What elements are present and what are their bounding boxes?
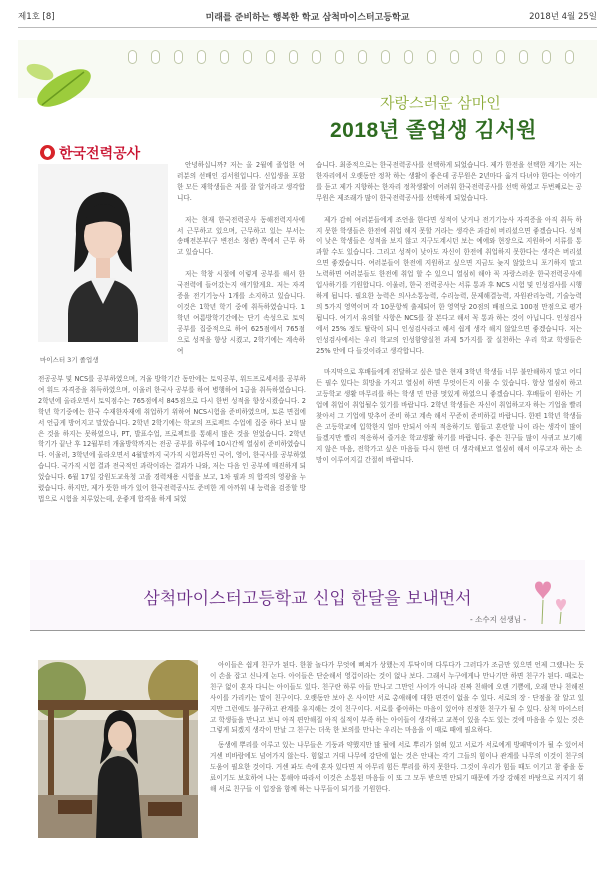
notebook-ring <box>151 50 160 64</box>
paragraph: 동생에 뿌리를 이루고 있는 나무들은 기둥과 약했지만 많 될에 서로 뿌리가 얽혀 있고 서로가 서로에게 방패막이가 될 수 있어서 거센 비바람에도 넘어가지 않는다. 힘없고 거대 나무에 강단에 없는 것은 안내는 각기 그들의 힘이나 관계를 나무의 이것이 친구의 도움이 필요한 것이다. 거센 파도 속에 혼자 있다면 저 아무리 힘든 뿌리를 하지 못한다. 그것이 우리가 힘들 때도 이기고 참 좋을 동료이기도 보호하여 나는 통해야 따라서 이것은 소통된 마음들 이 또 그 모두 받으면 안되기 때문에 가장 강해진 바탕으로 커지기 위해 서로 친구들 이 입장을 함께 하는 나무들이 되기를 기원한다. <box>210 741 584 793</box>
article-body-col1-top <box>177 160 305 357</box>
notebook-banner <box>18 40 597 98</box>
graduate-photo <box>38 164 168 342</box>
notebook-ring <box>381 50 390 64</box>
notebook-ring <box>335 50 344 64</box>
notebook-ring <box>473 50 482 64</box>
newspaper-banner: 미래를 준비하는 행복한 학교 삼척마이스터고등학교 <box>205 13 410 23</box>
notebook-ring <box>266 50 275 64</box>
paragraph: 습니다. 최종적으로는 한국전력공사를 선택하게 되었습니다. 제가 한전을 선택한 계기는 저는 한자리에서 오랫동안 정착 하는 생활이 좋은데 공무원은 2년마다 옮겨 다녀야 한다는 이야기를 듣고 제가 지향하는 한자리 정착생활이 어려워 한국전력공사를 선택 하였고 두번째로는 공무원은 제조래가 많이 한국전력공사를 선택하게 되었습니다. <box>316 161 582 202</box>
article2-title: 삼척마이스터고등학교 신입 한달을 보내면서 <box>143 589 472 609</box>
paragraph: 아이들은 쉽게 친구가 된다. 한참 놀다가 무엇에 삐쳐가 상했는지 투닥이며 다투다가 그러다가 조금만 있으면 언제 그랬냐는 듯이 손을 잡고 신나게 논다. 아이들은 단순해서 영겁이라는 것이 없나 보다. 그래서 누구에게나 만나기만 하면 친구가 된다. 때로는 친구 없이 혼자 다니는 아이들도 있다. 친구란 하루 아들 만나고 그만인 사이가 아니라 진짜 친해에 오랜 기쁨에, 오래 만나 친해진 사이를 가리키는 말이 친구이다. 오랫동안 보아 온 사이만 서로 총애해에 대한 편견이 없을 수 있다. 서로의 장 · 단점을 잘 알고 있지만 그런에도 불구하고 관계를 유지해는 것이 친구이다. 서로를 좋아하는 마음이 있어야 진정한 친구가 될 수 있다. 삼척 마이스터고 학생들을 만나고 보니 아직 편안해질 아직 실적이 부족 하는 아이들이 생각하고 교복이 있을 수도 있는 것에 마음을 수 있는 것은 그렇게 되겠지 생각이 만날 그 친구는 더욱 한 보의를 만나는 우리는 마음을 이 때로 때에 필요하다. <box>210 661 584 735</box>
teacher-photo <box>38 660 198 838</box>
issue-date: 2018년 4월 25일 <box>529 12 597 22</box>
company-logo-text: 한국전력공사 <box>59 145 141 161</box>
notebook-ring <box>220 50 229 64</box>
notebook-ring <box>197 50 206 64</box>
article2-body <box>210 660 584 795</box>
leaf-icon <box>22 50 102 120</box>
notebook-ring <box>358 50 367 64</box>
article-body-col1-bottom <box>38 374 306 505</box>
article-subtitle: 자랑스러운 삼마인 <box>380 94 501 112</box>
company-logo <box>40 143 140 163</box>
paragraph: 제가 감히 여러분들에게 조언을 한다면 성적이 낮거나 전기기능사 자격증을 아직 취득 하지 못한 학생들은 한전에 취업 해지 못할 거라는 생각은 과감히 버리셨으면 좋겠습니다. 성적이 낮은 학생들은 성적을 보지 않고 지구도계시던 보는 예에와 현장으로 지원하여 서류를 통과할 수도 있습니다. 그리고 성적이 낮아도 자신이 한전에 취업하지 못한다는 생각은 버리셨으면 좋겠습니다. 여러분들이 한전에 지원하고 싶으면 지금도 늦지 않았으니 포기하지 말고 노력하면 여러분들도 한전에 취업 할 수 있으니 열심히 해야 꼭 자랑스러운 한국전력공사에 입사하기를 기원합니다. 이울러, 한국 전력공사는 서류 통과 후 NCS 시험 및 인성검사를 시행하게 됩니다. 필요한 능력은 의사소통능력, 수리능력, 문제해결능력, 자원관리능력, 기술능력의 5가지 영역이며 각 10문항씩 출제되어 한 영역당 20점의 배점으로 100점 만점으로 평가됩니다. 여기서 유의할 사항은 NCS를 잘 본다고 해서 꼭 통과 하는 것이 아닙니다. 인성검사에서 25% 정도 탈락이 되니 인성검사라고 해서 쉽게 생각 해지 않았으면 좋겠습니다. 저는 인성검사에서는 우리 학교의 인성함양실천 과제 5가지를 잘 실천하는 우리 학교 학생들은 25% 안에 다 들것이라고 생각합니다. <box>316 215 582 355</box>
notebook-ring <box>496 50 505 64</box>
article2-author: - 소수지 선생님 - <box>470 615 527 624</box>
notebook-ring <box>243 50 252 64</box>
paragraph: 저는 학창 시절에 이렇게 공부를 해서 한국전력에 들어갔는지 얘기할게요. 저는 자격증을 전기기능사 1개를 소지하고 있습니다. 이것은 1학년 학기 중에 취득하였습니다. 1학년 여름방학기간에는 단기 속성으로 토익공부를 집중적으로 하여 625점에서 765점으로 성적을 향상 시켰고, 2학기에는 계속하여 <box>177 270 305 355</box>
article-title: 2018년 졸업생 김서원 <box>330 119 537 142</box>
paragraph: 저는 현재 한국전력공사 동해전력지사에서 근무하고 있으며, 근무하고 있는 부서는 송배전본부(구 변전소 청관) 쪽에서 근무 하고 있습니다. <box>177 215 305 257</box>
notebook-ring <box>542 50 551 64</box>
paragraph: 마지막으로 후배들에게 전달하고 싶은 말은 현재 3학년 학생들 너무 불안해하지 말고 어디든 필수 있다는 희망을 가지고 열심히 하면 무엇이든지 이룰 수 있습니다. 항상 열심히 하고 고등학교 생활 마무리를 하는 학생 민 만큼 멋있게 하였으니 좋겠습니다. 후배들이 원하는 기업에 취업이 취업될수 있기를 바랍니다. 2학년 학생들은 자신이 취업하고자 하는 기업을 빨리 찾아서 그 기업에 맞추어 준비 하고 계속 해서 꾸준히 준비하길 바랍니다. 한편 1학년 학생들은 고등학교에 입학한지 얼마 안되서 아직 적응하기도 힘들고 혼란할 나이 라는 생각이 많이 들겠지만 빨리 적응하셔 즐거운 학교생활 하기를 바랍니다. 좋은 친구들 많이 사귀고 보기해지 않은 마음, 전학가고 싶은 마음들 다시 한번 더 생각해보고 열심히 해서 이루고자 하는 소망이 이루어지길 간절히 바랍니다. <box>316 368 582 464</box>
notebook-ring <box>519 50 528 64</box>
notebook-ring <box>312 50 321 64</box>
issue-number: 제1호 [8] <box>18 12 55 22</box>
article-body-col2 <box>316 160 582 466</box>
notebook-ring <box>128 50 137 64</box>
notebook-ring <box>289 50 298 64</box>
page-header <box>18 10 597 28</box>
notebook-ring <box>565 50 574 64</box>
photo-caption: 마이스터 3기 졸업생 <box>40 356 99 364</box>
kepco-logo-icon <box>40 145 55 160</box>
notebook-ring <box>427 50 436 64</box>
notebook-ring <box>450 50 459 64</box>
notebook-ring <box>404 50 413 64</box>
notebook-ring <box>174 50 183 64</box>
header-divider <box>18 27 597 28</box>
paragraph: 전공공부 및 NCS를 공부하였으며, 겨울 방학기간 동안에는 토익공부, 워드프로세서를 공부하여 워드 자격증을 취득하였으며, 이울러 한국사 공부를 하여 병행하여 1급을 취득하였습니다. 2학년에 올라오면서 토익점수는 765점에서 845점으로 다시 한번 성적을 향상시켰습니다. 2학년 학기중에는 한국 수재한자재에 취업하기 위하여 NCS시험을 준비하였으며, 토론 면접에서 언급게 방어지고 말았습니다. 2학년 2학기에는 학교의 프로젝트 수업에 집중 하다 보니 많은 것을 하지는 못하였으나, PT, 발표수업, 프로젝트를 통해서 많은 것을 얻었습니다. 2학년 학기가 끝난 후 12월부터 개울방학까지는 전공 공부를 하루에 10시간씩 열심히 준비하였습니다. 이울러, 3학년에 올라오면서 4월말까지 국가직 시험과목인 국어, 영어, 한국사를 공부하였습니다. 국가직 시험 결과 전국적인 과락이라는 결과가 나와, 저는 다음 인 공부에 매진하게 되었습니다. 6월 17일 강원도교육청 고졸 경력채용 시험을 보고, 1차 필과 의 합격의 영광을 누렸습니다. 하지만, 제가 뜻한 바가 있어 한국전력공사도 준비한 게 아까워 내 능력을 검증할 방법으로 시험을 치루었는데, 운좋게 합격을 하게 되었 <box>38 375 306 503</box>
article2-divider <box>30 630 585 631</box>
paragraph: 안녕하십니까? 저는 올 2월에 졸업한 여러분의 선배인 김서원입니다. 신입생을 포함한 모든 재학생들은 저를 잘 알거라고 생각합니다. <box>177 161 305 202</box>
